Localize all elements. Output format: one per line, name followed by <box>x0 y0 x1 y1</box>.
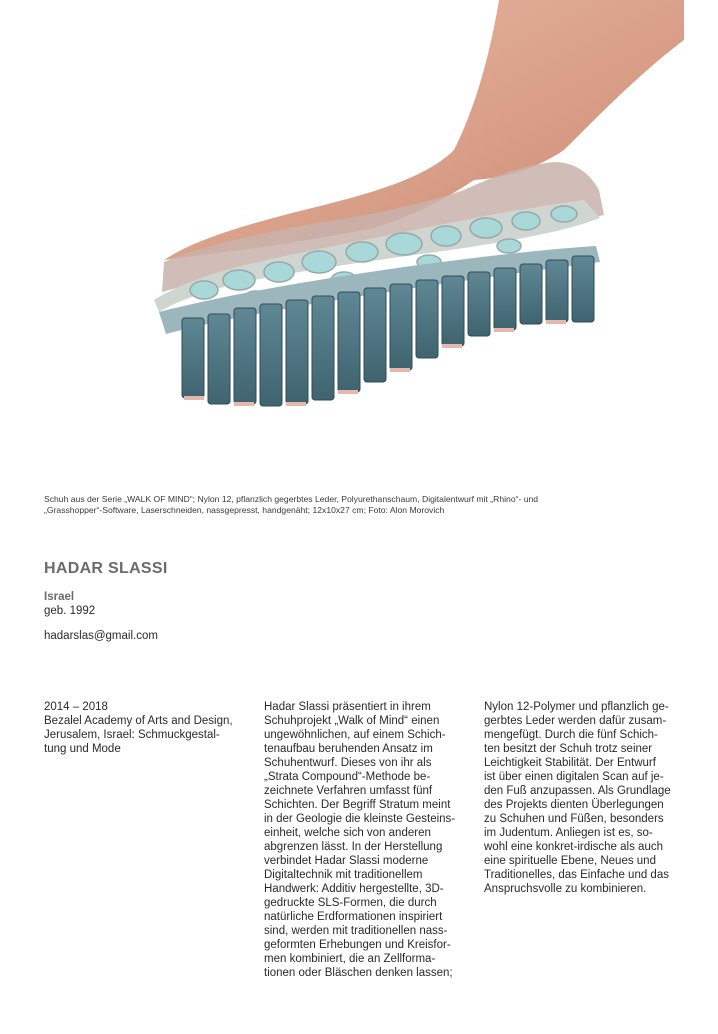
shoe-photo <box>44 0 684 488</box>
caption-line-1: Schuh aus der Serie „WALK OF MIND“; Nylon 12, pflanzlich gegerbtes Leder, Polyurethanschaum, Digitalentwurf mit „Rhino“- und <box>44 494 539 504</box>
education-years: 2014 – 2018 <box>44 701 108 713</box>
artist-country: Israel <box>44 591 75 603</box>
artist-email[interactable]: hadarslas@gmail.com <box>44 630 158 642</box>
education-details: Bezalel Academy of Arts and Design, Jerusalem, Israel: Schmuckgestal- tung und Mode <box>44 715 233 755</box>
education-column <box>44 700 249 756</box>
artist-name: HADAR SLASSI <box>44 560 168 577</box>
artist-meta <box>44 590 158 643</box>
body-text-2: Hadar Slassi präsentiert in ihrem Schuhprojekt „Walk of Mind“ einen ungewöhnlichen, auf einem Schich- tenaufbau beruhenden Ansatz im Schuhentwurf. Dieses von ihr als „Strata Compound“-Methode be- zeichnete Verfahren umfasst fünf Schichten. Der Begriff Stratum meint in der Geologie die kleinste Gesteins- einheit, welche sich von anderen abgrenzen lässt. In der Herstellung verbindet Hadar Slassi moderne Digitaltechnik mit traditionellem Handwerk: Additiv hergestellte, 3D- gedruckte SLS-Formen, die durch natürliche Erdformationen inspiriert sind, werden mit traditionellen nass- geformten Erhebungen und Kreisfor- men kombiniert, die an Zellforma- tionen oder Bläschen denken lassen; <box>264 701 456 979</box>
text-column-2 <box>264 700 469 980</box>
text-column-3 <box>484 700 689 896</box>
artist-born: geb. 1992 <box>44 605 96 617</box>
caption-line-2: „Grasshopper“-Software, Laserschneiden, nassgepresst, handgenäht; 12x10x27 cm; Foto: Alon Morovich <box>44 504 445 515</box>
body-text-3: Nylon 12-Polymer und pflanzlich ge- gerbtes Leder werden dafür zusam- mengefügt. Durch die fünf Schich- ten besitzt der Schuh trotz seiner Leichtigkeit Stabilität. Der Entwurf ist über einen digitalen Scan auf je- den Fuß anzupassen. Als Grundlage des Projekts dienten Überlegungen zu Schuhen und Füßen, besonders im Judentum. Anliegen ist es, so- wohl eine konkret-irdische als auch eine spirituelle Ebene, Neues und Traditionelles, das Einfache und das Anspruchsvolle zu kombinieren. <box>484 701 671 895</box>
photo-caption <box>44 494 684 515</box>
